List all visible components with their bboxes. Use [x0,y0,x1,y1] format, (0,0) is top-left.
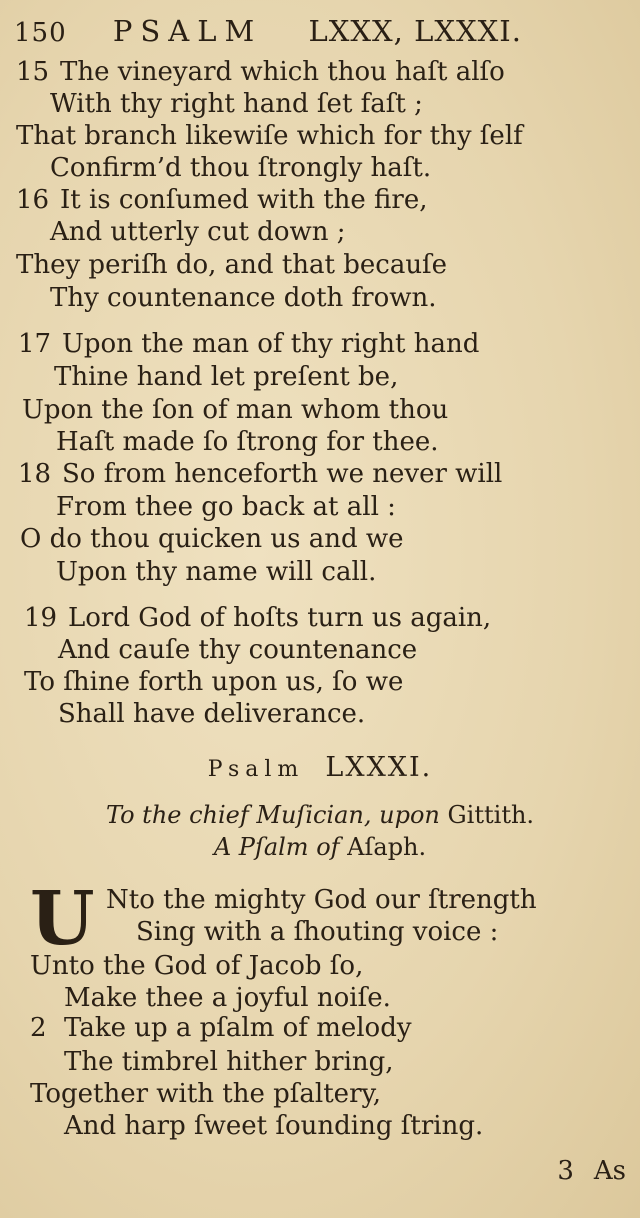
running-psalm-numbers: LXXX, LXXXI. [308,14,522,48]
verse-number: 19 [24,603,58,633]
verse-number: 2 [30,1013,47,1043]
verse-16-line-4: Thy countenance doth frown. [50,283,437,313]
verse-15-line-2: With thy right hand ſet faſt ; [50,89,423,119]
verse-19-line-2: And cauſe thy countenance [58,635,418,665]
verse-18-line-4: Upon thy name will call. [56,557,377,587]
verse-19-line-4: Shall have deliverance. [58,699,366,729]
verse-15-line-4: Confirm’d thou ſtrongly haſt. [50,153,432,183]
superscription-italic: A Pſalm of [213,833,340,861]
verse-number: 15 [16,57,50,87]
verse-17-line-2: Thine hand let preſent be, [54,362,399,392]
verse-16-line-1 [16,184,427,216]
signature-mark: 3 [557,1156,574,1186]
running-title: PSALM [112,14,263,48]
drop-cap: U [30,876,95,962]
psalm-heading [0,752,640,783]
verse-17-line-4: Haſt made ſo ſtrong for thee. [56,427,439,457]
verse-2-line-1 [30,1012,412,1044]
running-head [14,14,522,48]
verse-2-line-2: The timbrel hither bring, [64,1047,394,1077]
verse-number: 18 [18,459,52,489]
verse-1-line-1: Nto the mighty God our ſtrength [106,885,537,915]
page-number: 150 [14,18,67,48]
superscription-roman: Gittith. [447,801,535,829]
verse-15-line-1 [16,56,505,88]
verse-18-line-1 [18,458,502,490]
verse-text: Take up a pſalm of melody [64,1013,412,1043]
verse-number: 17 [18,329,52,359]
catchword: As [593,1156,626,1186]
psalm-heading-label: Psalm [207,757,305,782]
verse-19-line-1 [24,602,491,634]
verse-number: 16 [16,185,50,215]
verse-18-line-3: O do thou quicken us and we [20,524,404,554]
verse-1-line-3: Unto the God of Jacob ſo, [30,951,364,981]
verse-15-line-3: That branch likewiſe which for thy ſelf [16,121,523,151]
verse-2-line-4: And harp ſweet ſounding ſtring. [64,1111,484,1141]
verse-text: Upon the man of thy right hand [62,329,480,359]
verse-text: So from henceforth we never will [62,459,503,489]
superscription-line-2 [0,830,640,864]
verse-16-line-2: And utterly cut down ; [50,217,346,247]
verse-17-line-1 [18,328,479,360]
verse-text: The vineyard which thou haſt alſo [60,57,505,87]
verse-16-line-3: They periſh do, and that becauſe [16,250,448,280]
verse-18-line-2: From thee go back at all : [56,492,396,522]
superscription-roman: Aſaph. [347,833,427,861]
psalm-heading-number: LXXXI. [325,752,433,783]
verse-1-line-4: Make thee a joyful noiſe. [64,983,391,1013]
verse-19-line-3: To ſhine forth upon us, ſo we [24,667,404,697]
verse-1-line-2: Sing with a ſhouting voice : [136,917,499,947]
page-footer [537,1156,626,1186]
verse-text: It is conſumed with the fire, [60,185,428,215]
verse-17-line-3: Upon the ſon of man whom thou [22,395,449,425]
verse-2-line-3: Together with the pſaltery, [30,1079,381,1109]
superscription-line-1 [0,798,640,832]
verse-text: Lord God of hoſts turn us again, [68,603,492,633]
superscription-italic: To the chief Muſician, upon [105,801,440,829]
